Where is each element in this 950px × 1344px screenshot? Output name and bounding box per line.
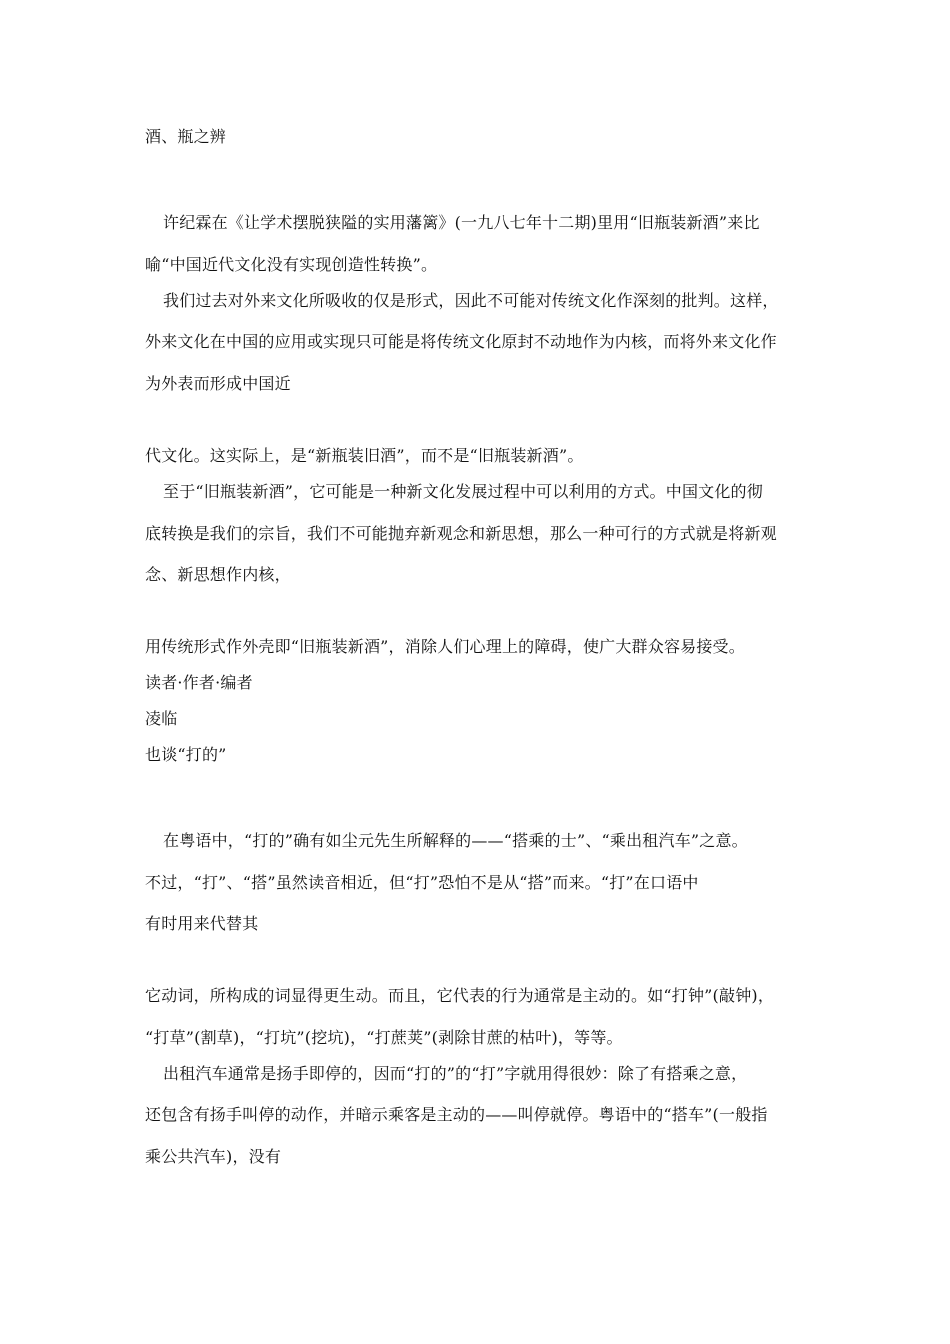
paragraph-line: 它动词，所构成的词显得更生动。而且，它代表的行为通常是主动的。如“打钟”(敲钟)， [145,986,775,1005]
paragraph-line: 喻“中国近代文化没有实现创造性转换”。 [145,255,438,274]
paragraph-line: 还包含有扬手叫停的动作，并暗示乘客是主动的——叫停就停。粤语中的“搭车”(一般指 [145,1105,768,1124]
paragraph-line: 许纪霖在《让学术摆脱狭隘的实用藩篱》(一九八七年十二期)里用“旧瓶装新酒”来比 [163,213,760,232]
section-heading: 读者·作者·编者 [145,673,253,692]
paragraph-line: 代文化。这实际上，是“新瓶装旧酒”，而不是“旧瓶装新酒”。 [145,446,584,465]
paragraph-line: 外来文化在中国的应用或实现只可能是将传统文化原封不动地作为内核，而将外来文化作 [145,332,777,351]
paragraph-line: 用传统形式作外壳即“旧瓶装新酒”，消除人们心理上的障碍，使广大群众容易接受。 [145,637,745,656]
paragraph-line: 为外表而形成中国近 [145,374,291,393]
paragraph-line: “打草”(割草)，“打坑”(挖坑)，“打蔗荚”(剥除甘蔗的枯叶)，等等。 [145,1028,623,1047]
paragraph-line: 不过，“打”、“搭”虽然读音相近，但“打”恐怕不是从“搭”而来。“打”在口语中 [145,873,699,892]
author-name: 凌临 [145,709,178,728]
paragraph-line: 在粤语中，“打的”确有如尘元先生所解释的——“搭乘的士”、“乘出租汽车”之意。 [163,831,748,850]
paragraph-line: 乘公共汽车)，没有 [145,1147,282,1166]
article-title: 酒、瓶之辨 [145,127,227,146]
paragraph-line: 出租汽车通常是扬手即停的，因而“打的”的“打”字就用得很妙：除了有搭乘之意， [163,1064,748,1083]
paragraph-line: 至于“旧瓶装新酒”，它可能是一种新文化发展过程中可以利用的方式。中国文化的彻 [163,482,763,501]
paragraph-line: 底转换是我们的宗旨，我们不可能抛弃新观念和新思想，那么一种可行的方式就是将新观 [145,524,777,543]
article-title: 也谈“打的” [145,745,227,764]
paragraph-line: 有时用来代替其 [145,914,259,933]
paragraph-line: 我们过去对外来文化所吸收的仅是形式，因此不可能对传统文化作深刻的批判。这样， [163,291,779,310]
paragraph-line: 念、新思想作内核， [145,565,291,584]
